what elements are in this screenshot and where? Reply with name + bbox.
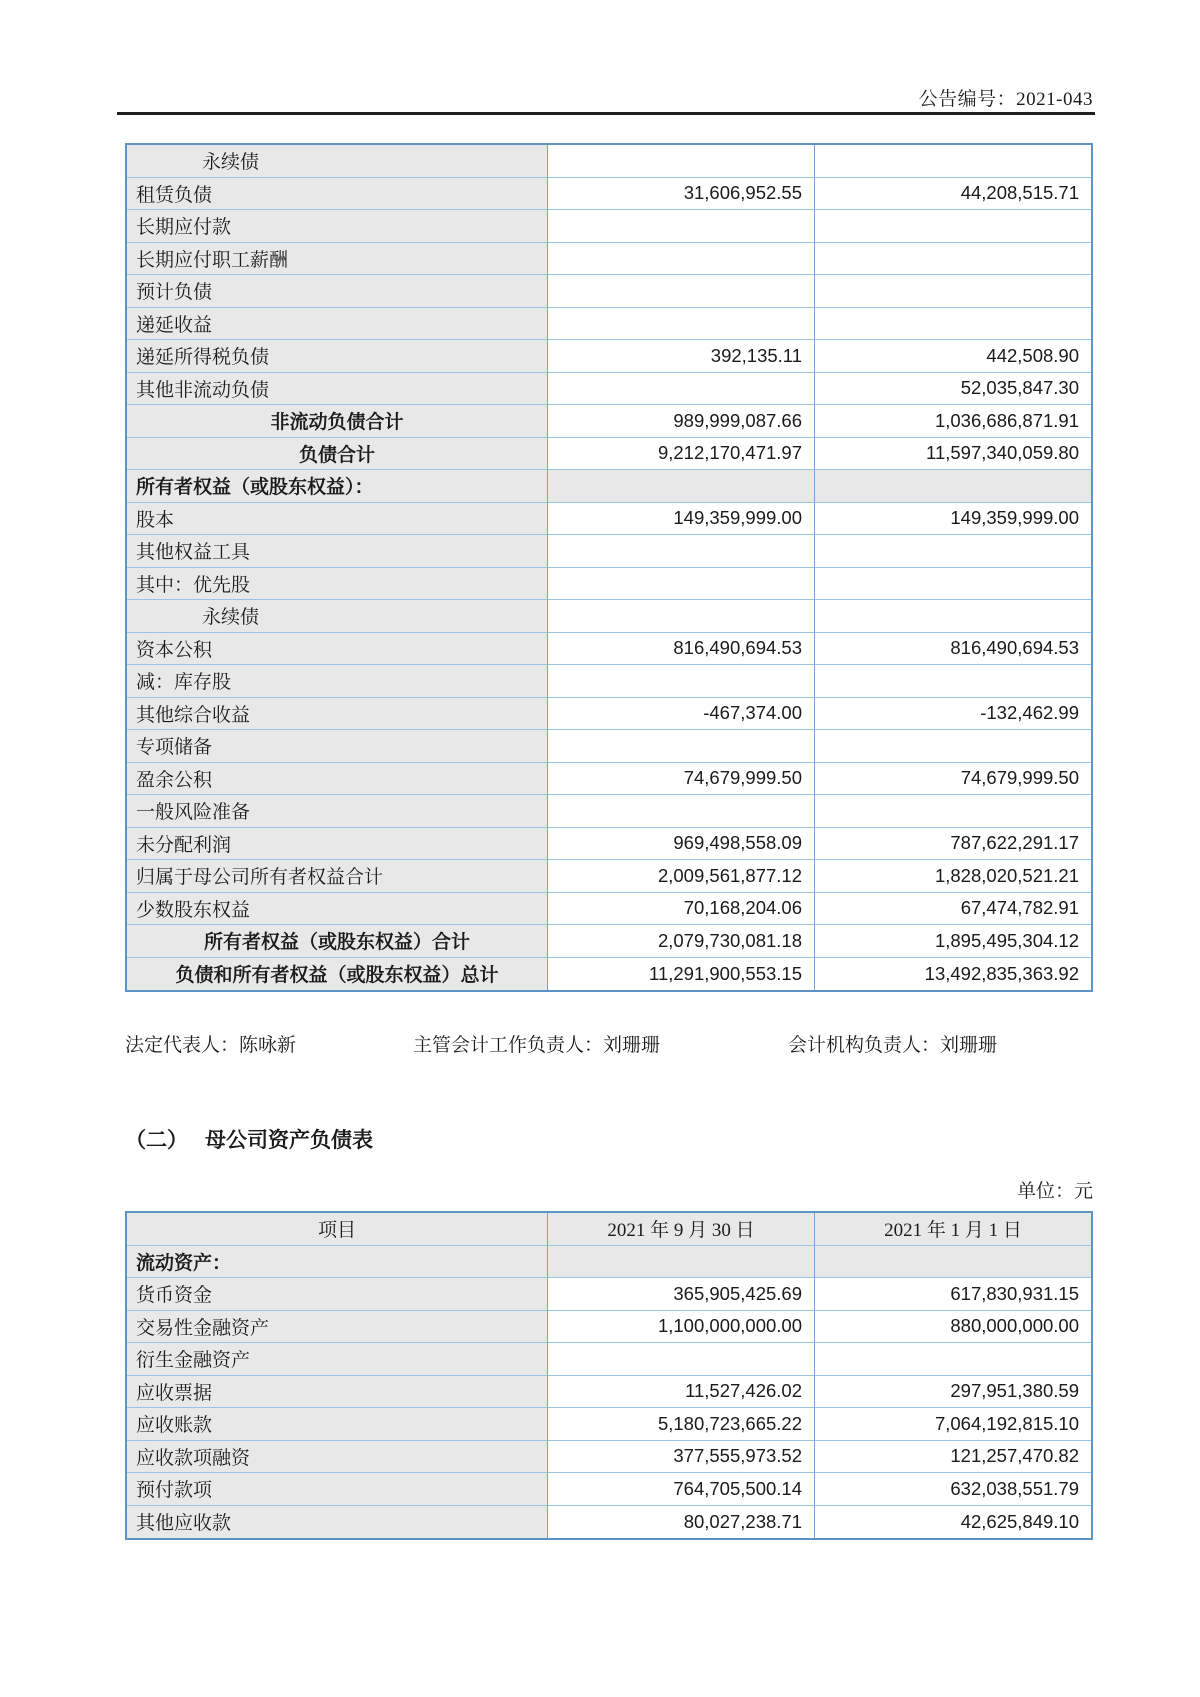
row-label-cell: 其中：优先股: [127, 568, 548, 601]
table-row: [127, 1506, 1091, 1539]
consolidated-balance-sheet-table: [125, 143, 1093, 992]
value-col1-cell: [548, 145, 815, 178]
row-label-cell: 递延所得税负债: [127, 340, 548, 373]
row-label-cell: 负债和所有者权益（或股东权益）总计: [127, 958, 548, 991]
table-row: [127, 763, 1091, 796]
value-col1-cell: [548, 795, 815, 828]
value-col1-cell: [548, 470, 815, 503]
row-label-cell: 其他非流动负债: [127, 373, 548, 406]
table-row: [127, 1311, 1091, 1344]
value-col1-cell: 2,079,730,081.18: [548, 925, 815, 958]
value-col1-cell: 11,291,900,553.15: [548, 958, 815, 991]
accounting-supervisor-label: 主管会计工作负责人：刘珊珊: [413, 1035, 661, 1056]
row-label-cell: 其他权益工具: [127, 535, 548, 568]
row-label-cell: 未分配利润: [127, 828, 548, 861]
row-label-cell: 应收款项融资: [127, 1441, 548, 1474]
row-label-cell: 所有者权益（或股东权益）合计: [127, 925, 548, 958]
row-label-cell: 交易性金融资产: [127, 1311, 548, 1344]
value-col1-cell: 70,168,204.06: [548, 893, 815, 926]
row-label-cell: 递延收益: [127, 308, 548, 341]
row-label-cell: 货币资金: [127, 1278, 548, 1311]
table-row: [127, 1343, 1091, 1376]
table-row: [127, 1278, 1091, 1311]
value-col2-cell: [815, 145, 1091, 178]
table-row: [127, 308, 1091, 341]
value-col2-cell: 297,951,380.59: [815, 1376, 1091, 1409]
row-label-cell: 少数股东权益: [127, 893, 548, 926]
value-col2-cell: [815, 1246, 1091, 1279]
value-col1-cell: 377,555,973.52: [548, 1441, 815, 1474]
value-col2-cell: 1,895,495,304.12: [815, 925, 1091, 958]
row-label-cell: 其他综合收益: [127, 698, 548, 731]
parent-balance-sheet-table: [125, 1211, 1093, 1540]
table-row: [127, 860, 1091, 893]
value-col1-cell: [548, 730, 815, 763]
table-row: [127, 698, 1091, 731]
table-row: [127, 178, 1091, 211]
table-header-row: [127, 1213, 1091, 1246]
value-col1-cell: 74,679,999.50: [548, 763, 815, 796]
table-row: [127, 373, 1091, 406]
row-label-cell: 永续债: [127, 145, 548, 178]
table-row: [127, 730, 1091, 763]
value-col1-cell: 149,359,999.00: [548, 503, 815, 536]
table-row: [127, 145, 1091, 178]
value-col2-cell: [815, 470, 1091, 503]
value-col2-cell: [815, 275, 1091, 308]
legal-representative-label: 法定代表人：陈咏新: [125, 1035, 297, 1056]
row-label-cell: 永续债: [127, 600, 548, 633]
value-col1-cell: 1,100,000,000.00: [548, 1311, 815, 1344]
value-col1-cell: [548, 568, 815, 601]
table-row: [127, 795, 1091, 828]
value-col1-cell: 11,527,426.02: [548, 1376, 815, 1409]
value-col1-cell: [548, 1246, 815, 1279]
signature-line: [125, 1030, 1093, 1056]
doc-number: 公告编号：2021-043: [918, 89, 1093, 110]
table-row: [127, 633, 1091, 666]
value-col2-cell: [815, 568, 1091, 601]
value-col2-cell: [815, 243, 1091, 276]
value-col2-cell: 816,490,694.53: [815, 633, 1091, 666]
table-row: [127, 1408, 1091, 1441]
value-col1-cell: 31,606,952.55: [548, 178, 815, 211]
value-col2-cell: 11,597,340,059.80: [815, 438, 1091, 471]
value-col1-cell: [548, 243, 815, 276]
table-row: [127, 958, 1091, 991]
row-label-cell: 应收票据: [127, 1376, 548, 1409]
value-col2-cell: 13,492,835,363.92: [815, 958, 1091, 991]
value-col2-cell: 632,038,551.79: [815, 1473, 1091, 1506]
value-col1-cell: [548, 665, 815, 698]
section-number: （二）: [125, 1128, 188, 1152]
table-row: [127, 665, 1091, 698]
value-col1-cell: [548, 308, 815, 341]
value-col2-cell: [815, 308, 1091, 341]
row-label-cell: 预计负债: [127, 275, 548, 308]
value-col2-cell: 44,208,515.71: [815, 178, 1091, 211]
row-label-cell: 长期应付款: [127, 210, 548, 243]
value-col2-cell: 42,625,849.10: [815, 1506, 1091, 1539]
table-row: [127, 1376, 1091, 1409]
value-col2-cell: [815, 795, 1091, 828]
value-col2-cell: [815, 730, 1091, 763]
value-col1-cell: 764,705,500.14: [548, 1473, 815, 1506]
table-row: [127, 1246, 1091, 1279]
table-row: [127, 340, 1091, 373]
row-label-cell: 其他应收款: [127, 1506, 548, 1539]
value-col2-cell: 74,679,999.50: [815, 763, 1091, 796]
value-col1-cell: 2021 年 9 月 30 日: [548, 1213, 815, 1246]
value-col1-cell: [548, 600, 815, 633]
value-col2-cell: [815, 665, 1091, 698]
value-col2-cell: 880,000,000.00: [815, 1311, 1091, 1344]
value-col2-cell: 442,508.90: [815, 340, 1091, 373]
row-label-cell: 归属于母公司所有者权益合计: [127, 860, 548, 893]
table-row: [127, 470, 1091, 503]
row-label-cell: 资本公积: [127, 633, 548, 666]
value-col2-cell: [815, 600, 1091, 633]
header-divider: [117, 112, 1095, 115]
value-col2-cell: [815, 535, 1091, 568]
table-row: [127, 828, 1091, 861]
value-col2-cell: 7,064,192,815.10: [815, 1408, 1091, 1441]
value-col2-cell: -132,462.99: [815, 698, 1091, 731]
value-col1-cell: [548, 373, 815, 406]
row-label-cell: 非流动负债合计: [127, 405, 548, 438]
row-label-cell: 盈余公积: [127, 763, 548, 796]
row-label-cell: 专项储备: [127, 730, 548, 763]
row-label-cell: 流动资产：: [127, 1246, 548, 1279]
value-col2-cell: 67,474,782.91: [815, 893, 1091, 926]
value-col1-cell: 9,212,170,471.97: [548, 438, 815, 471]
table-row: [127, 925, 1091, 958]
unit-label: 单位：元: [1016, 1181, 1093, 1202]
value-col1-cell: 2,009,561,877.12: [548, 860, 815, 893]
value-col1-cell: [548, 535, 815, 568]
row-label-cell: 应收账款: [127, 1408, 548, 1441]
value-col2-cell: [815, 210, 1091, 243]
table-row: [127, 243, 1091, 276]
row-label-cell: 预付款项: [127, 1473, 548, 1506]
table-row: [127, 275, 1091, 308]
table-row: [127, 405, 1091, 438]
row-label-cell: 长期应付职工薪酬: [127, 243, 548, 276]
value-col2-cell: 149,359,999.00: [815, 503, 1091, 536]
table-row: [127, 1473, 1091, 1506]
value-col1-cell: 5,180,723,665.22: [548, 1408, 815, 1441]
section-title: 母公司资产负债表: [205, 1128, 373, 1152]
row-label-cell: 一般风险准备: [127, 795, 548, 828]
row-label-cell: 减：库存股: [127, 665, 548, 698]
value-col2-cell: 1,828,020,521.21: [815, 860, 1091, 893]
value-col1-cell: 392,135.11: [548, 340, 815, 373]
row-label-cell: 所有者权益（或股东权益）：: [127, 470, 548, 503]
value-col2-cell: 1,036,686,871.91: [815, 405, 1091, 438]
section-heading: [125, 1124, 373, 1154]
row-label-cell: 租赁负债: [127, 178, 548, 211]
value-col2-cell: 617,830,931.15: [815, 1278, 1091, 1311]
value-col1-cell: 969,498,558.09: [548, 828, 815, 861]
table-row: [127, 438, 1091, 471]
value-col1-cell: 365,905,425.69: [548, 1278, 815, 1311]
value-col1-cell: -467,374.00: [548, 698, 815, 731]
value-col2-cell: 787,622,291.17: [815, 828, 1091, 861]
value-col2-cell: 2021 年 1 月 1 日: [815, 1213, 1091, 1246]
value-col1-cell: 816,490,694.53: [548, 633, 815, 666]
row-label-cell: 项目: [127, 1213, 548, 1246]
value-col1-cell: 989,999,087.66: [548, 405, 815, 438]
value-col1-cell: 80,027,238.71: [548, 1506, 815, 1539]
value-col2-cell: [815, 1343, 1091, 1376]
table-row: [127, 210, 1091, 243]
table-row: [127, 600, 1091, 633]
table-row: [127, 568, 1091, 601]
table-row: [127, 503, 1091, 536]
table-row: [127, 1441, 1091, 1474]
table-row: [127, 535, 1091, 568]
row-label-cell: 股本: [127, 503, 548, 536]
row-label-cell: 衍生金融资产: [127, 1343, 548, 1376]
accounting-department-head-label: 会计机构负责人：刘珊珊: [788, 1035, 998, 1056]
value-col1-cell: [548, 275, 815, 308]
table-row: [127, 893, 1091, 926]
value-col1-cell: [548, 1343, 815, 1376]
row-label-cell: 负债合计: [127, 438, 548, 471]
value-col2-cell: 52,035,847.30: [815, 373, 1091, 406]
value-col2-cell: 121,257,470.82: [815, 1441, 1091, 1474]
value-col1-cell: [548, 210, 815, 243]
